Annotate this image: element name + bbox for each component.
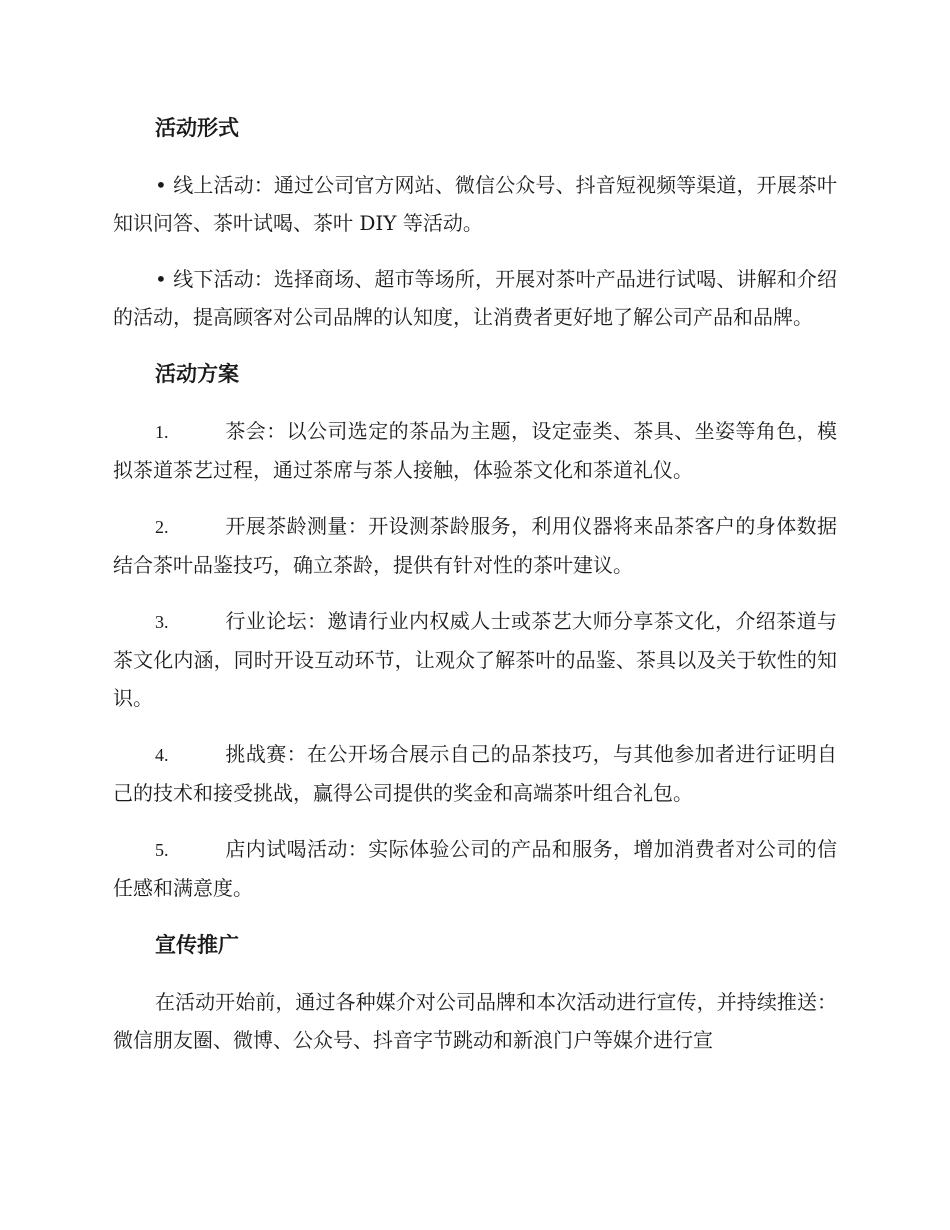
list-item-text: 开展茶龄测量：开设测茶龄服务，利用仪器将来品茶客户的身体数据结合茶叶品鉴技巧，确立茶龄，提供有针对性的茶叶建议。 — [113, 514, 837, 577]
document-body — [113, 108, 837, 1077]
list-item — [113, 830, 837, 907]
section-heading-promotion: 宣传推广 — [155, 933, 239, 957]
paragraph-online-activity: • 线上活动：通过公司官方网站、微信公众号、抖音短视频等渠道，开展茶叶知识问答、茶叶试喝、茶叶 DIY 等活动。 — [113, 173, 837, 235]
list-item-text: 行业论坛：邀请行业内权威人士或茶艺大师分享茶文化，介绍茶道与茶文化内涵，同时开设互动环节，让观众了解茶叶的品鉴、茶具以及关于软性的知识。 — [113, 609, 837, 710]
list-item — [113, 412, 837, 489]
section-heading-activity-format: 活动形式 — [155, 116, 239, 140]
list-item — [113, 735, 837, 812]
paragraph-promotion: 在活动开始前，通过各种媒介对公司品牌和本次活动进行宣传，并持续推送：微信朋友圈、微博、公众号、抖音字节跳动和新浪门户等媒介进行宣 — [113, 990, 837, 1052]
list-item-text: 挑战赛：在公开场合展示自己的品茶技巧，与其他参加者进行证明自己的技术和接受挑战，赢得公司提供的奖金和高端茶叶组合礼包。 — [113, 742, 837, 805]
section-heading-activity-plan: 活动方案 — [155, 362, 239, 386]
list-item-number: 2. — [155, 517, 169, 537]
list-item — [113, 602, 837, 717]
list-item-number: 1. — [155, 422, 169, 442]
list-item-number: 5. — [155, 840, 169, 860]
list-item-text: 茶会：以公司选定的茶品为主题，设定壶类、茶具、坐姿等角色，模拟茶道茶艺过程，通过茶席与茶人接触，体验茶文化和茶道礼仪。 — [113, 419, 837, 482]
list-item — [113, 507, 837, 584]
list-item-text: 店内试喝活动：实际体验公司的产品和服务，增加消费者对公司的信任感和满意度。 — [113, 837, 837, 900]
paragraph-offline-activity: • 线下活动：选择商场、超市等场所，开展对茶叶产品进行试喝、讲解和介绍的活动，提高顾客对公司品牌的认知度，让消费者更好地了解公司产品和品牌。 — [113, 267, 837, 329]
list-item-number: 3. — [155, 612, 169, 632]
list-item-number: 4. — [155, 745, 169, 765]
